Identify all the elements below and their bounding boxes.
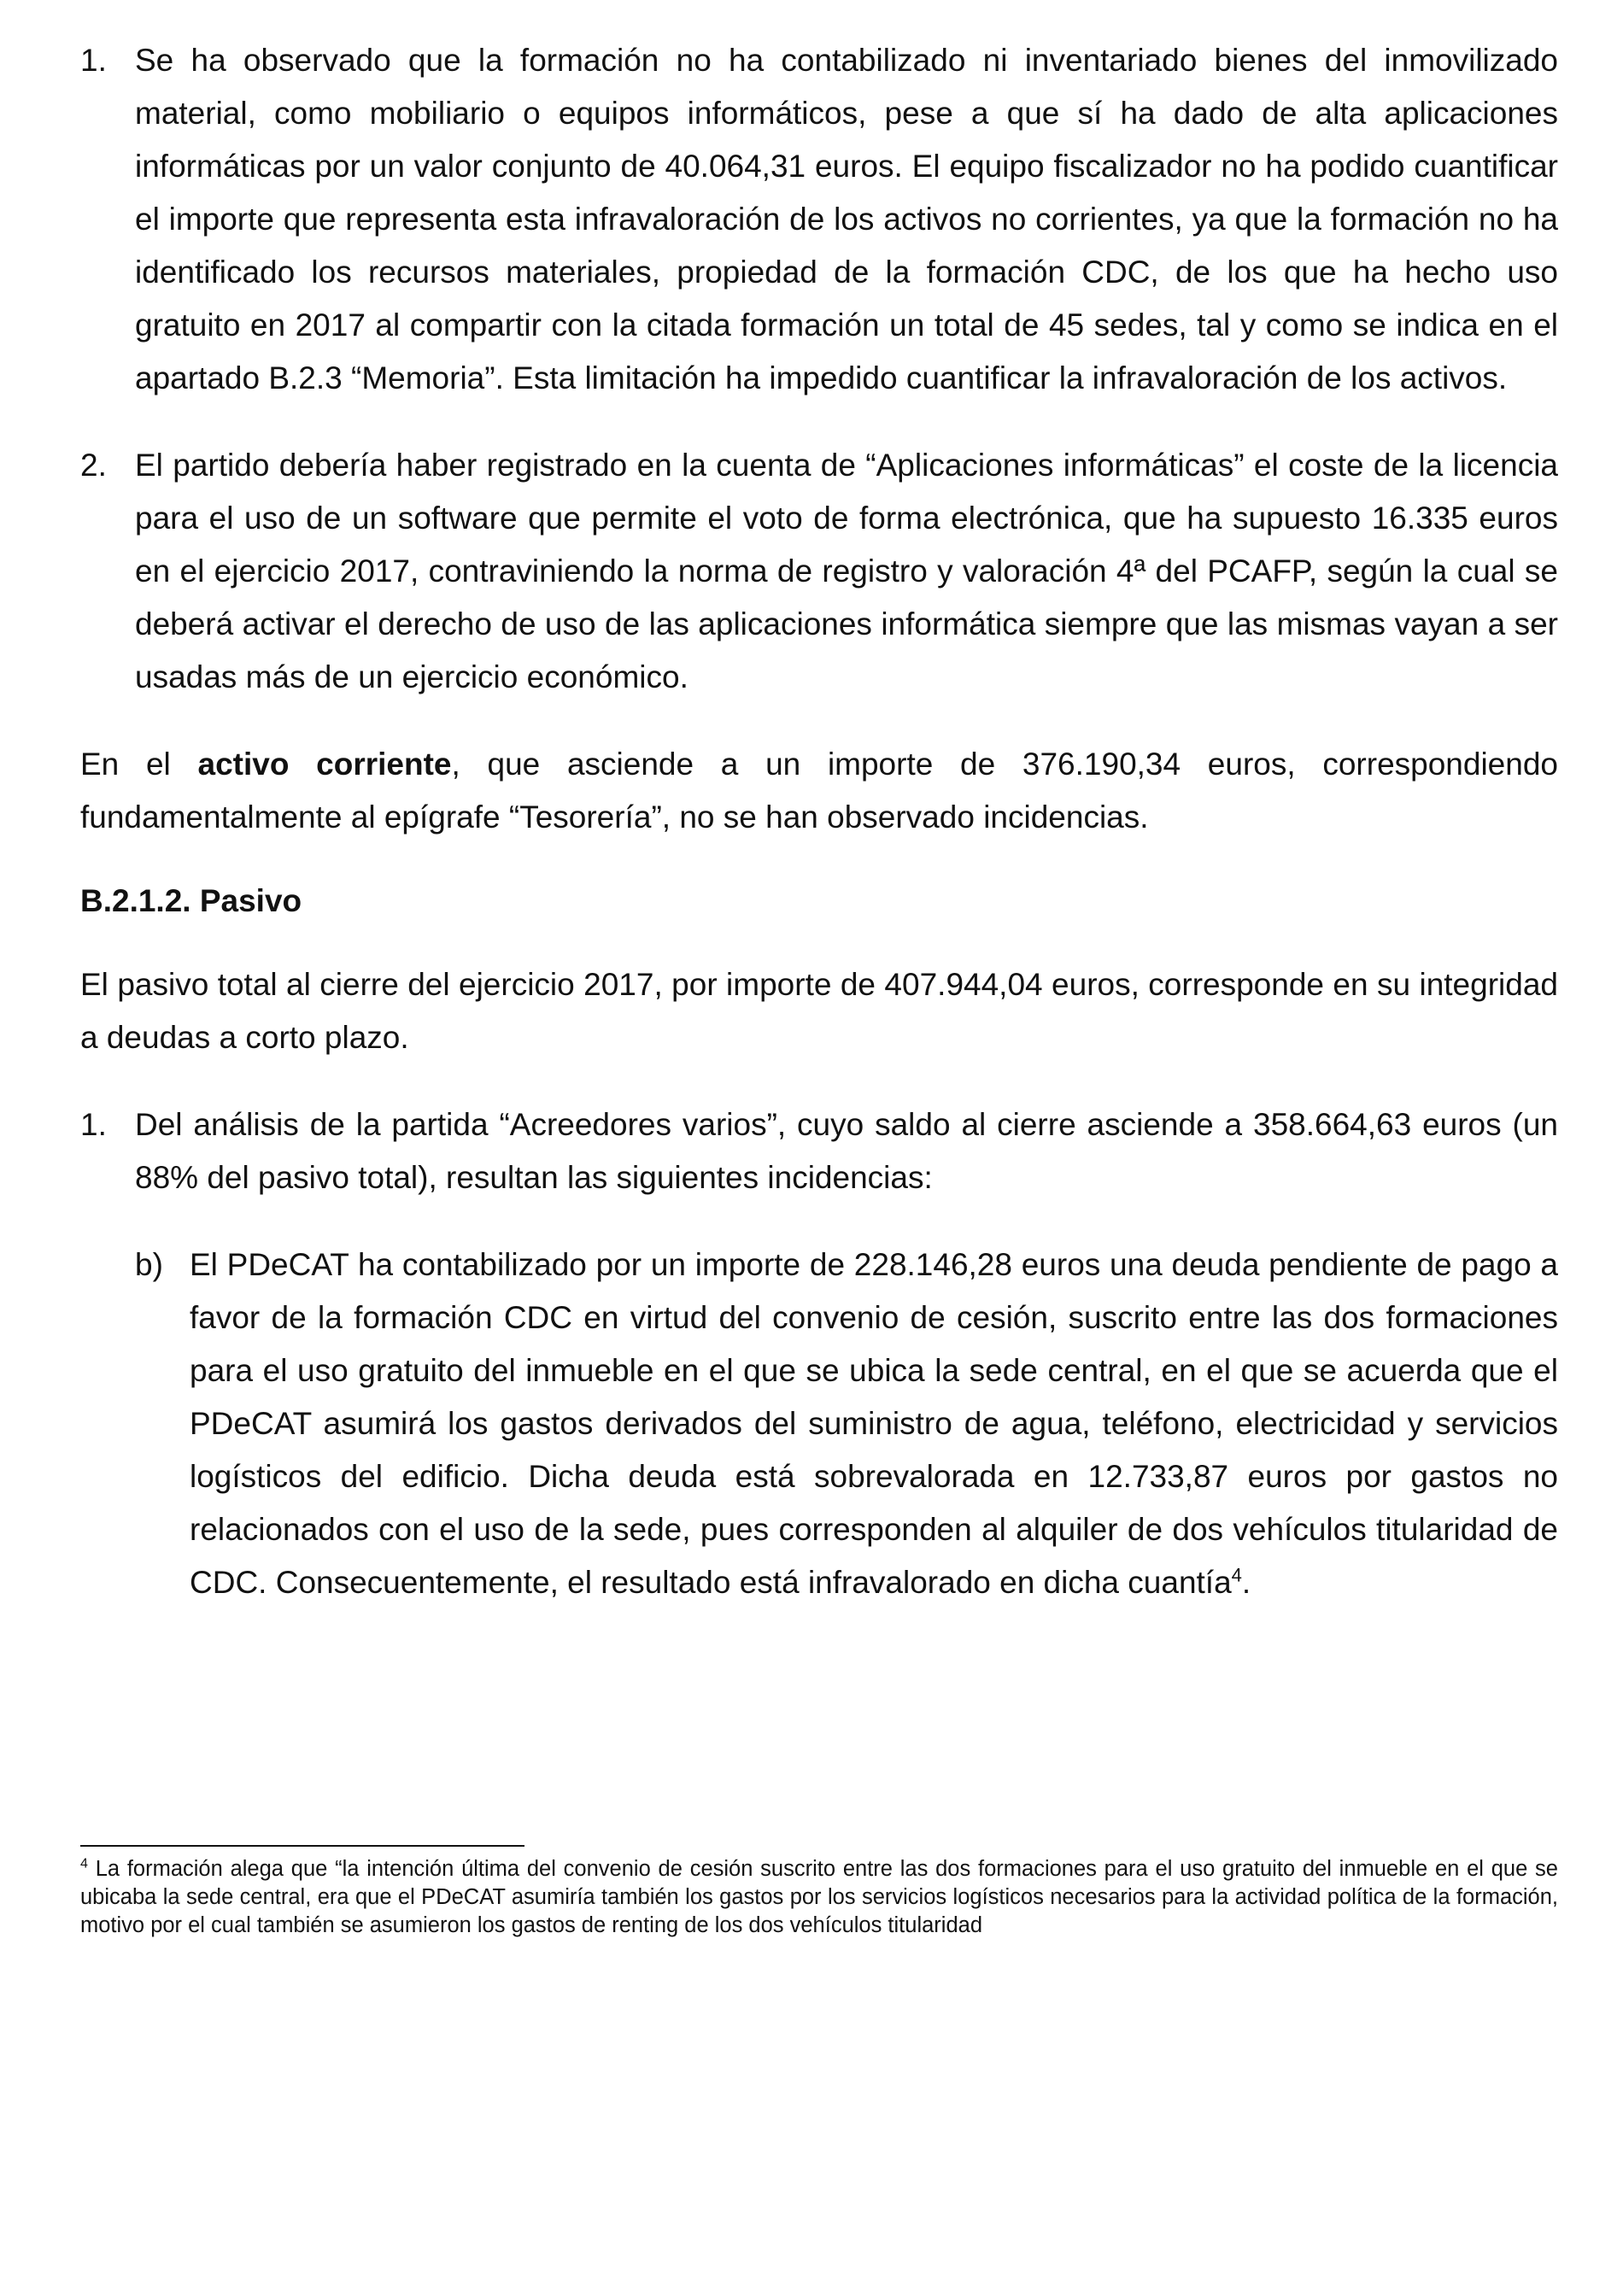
footnote-reference[interactable]: 4	[1231, 1564, 1242, 1586]
list-item-text: Se ha observado que la formación no ha contabilizado ni inventariado bienes del inmovilizado material, como mobiliario o equipos informáticos, pese a que sí ha dado de alta aplicaciones informáticas por un valor conjunto de 40.064,31 euros. El equipo fiscalizador no ha podido cuantificar el importe que representa esta infravaloración de los activos no corrientes, ya que la formación no ha identificado los recursos materiales, propiedad de la formación CDC, de los que ha hecho uso gratuito en 2017 al compartir con la citada formación un total de 45 sedes, tal y como se indica en el apartado B.2.3 “Memoria”. Esta limitación ha impedido cuantificar la infravaloración de los activos.	[135, 43, 1558, 395]
footnote-marker: 4	[80, 1856, 88, 1871]
list-number: 1.	[80, 1107, 107, 1142]
pasivo-intro-paragraph: El pasivo total al cierre del ejercicio 2017, por importe de 407.944,04 euros, corresponde en su integridad a deudas a corto plazo.	[80, 967, 1558, 1055]
activo-lead: En el	[80, 747, 171, 782]
list-item	[80, 1098, 1558, 1204]
footnote-separator	[80, 1845, 524, 1847]
sub-list-item	[135, 1239, 1558, 1609]
activo-corriente-paragraph	[80, 738, 1558, 844]
document-page	[80, 34, 1558, 1609]
activo-rest: , que asciende a un importe de 376.190,34 euros, correspondiendo fundamentalmente al epígrafe “Tesorería”, no se han observado incidencias.	[80, 747, 1558, 835]
footnote	[80, 1855, 1558, 1940]
section-heading: B.2.1.2. Pasivo	[80, 883, 302, 918]
list-item	[80, 34, 1558, 405]
list-number: 1.	[80, 43, 107, 78]
sub-list-label: b)	[135, 1247, 163, 1282]
sub-list-item-text	[190, 1239, 1558, 1609]
activo-bold-term: activo corriente	[197, 747, 452, 782]
list-item	[80, 439, 1558, 704]
sub-item-tail: .	[1241, 1565, 1251, 1600]
footnote-text: La formación alega que “la intención última del convenio de cesión suscrito entre las dos formaciones para el uso gratuito del inmueble en el que se ubicaba la sede central, era que el PDeCAT asumiría también los gastos por los servicios logísticos necesarios para la actividad política de la formación, motivo por el cual también se asumieron los gastos de renting de los dos vehículos titularidad	[80, 1857, 1558, 1937]
list-item-text: El partido debería haber registrado en la cuenta de “Aplicaciones informáticas” el coste de la licencia para el uso de un software que permite el voto de forma electrónica, que ha supuesto 16.335 euros en el ejercicio 2017, contraviniendo la norma de registro y valoración 4ª del PCAFP, según la cual se deberá activar el derecho de uso de las aplicaciones informática siempre que las mismas vayan a ser usadas más de un ejercicio económico.	[135, 448, 1558, 694]
list-item-text: Del análisis de la partida “Acreedores varios”, cuyo saldo al cierre asciende a 358.664,63 euros (un 88% del pasivo total), resultan las siguientes incidencias:	[135, 1107, 1558, 1195]
list-number: 2.	[80, 448, 107, 483]
sub-item-body: El PDeCAT ha contabilizado por un importe de 228.146,28 euros una deuda pendiente de pago a favor de la formación CDC en virtud del convenio de cesión, suscrito entre las dos formaciones para el uso gratuito del inmueble en el que se ubica la sede central, en el que se acuerda que el PDeCAT asumirá los gastos derivados del suministro de agua, teléfono, electricidad y servicios logísticos del edificio. Dicha deuda está sobrevalorada en 12.733,87 euros por gastos no relacionados con el uso de la sede, pues corresponden al alquiler de dos vehículos titularidad de CDC. Consecuentemente, el resultado está infravalorado en dicha cuantía	[190, 1247, 1558, 1600]
